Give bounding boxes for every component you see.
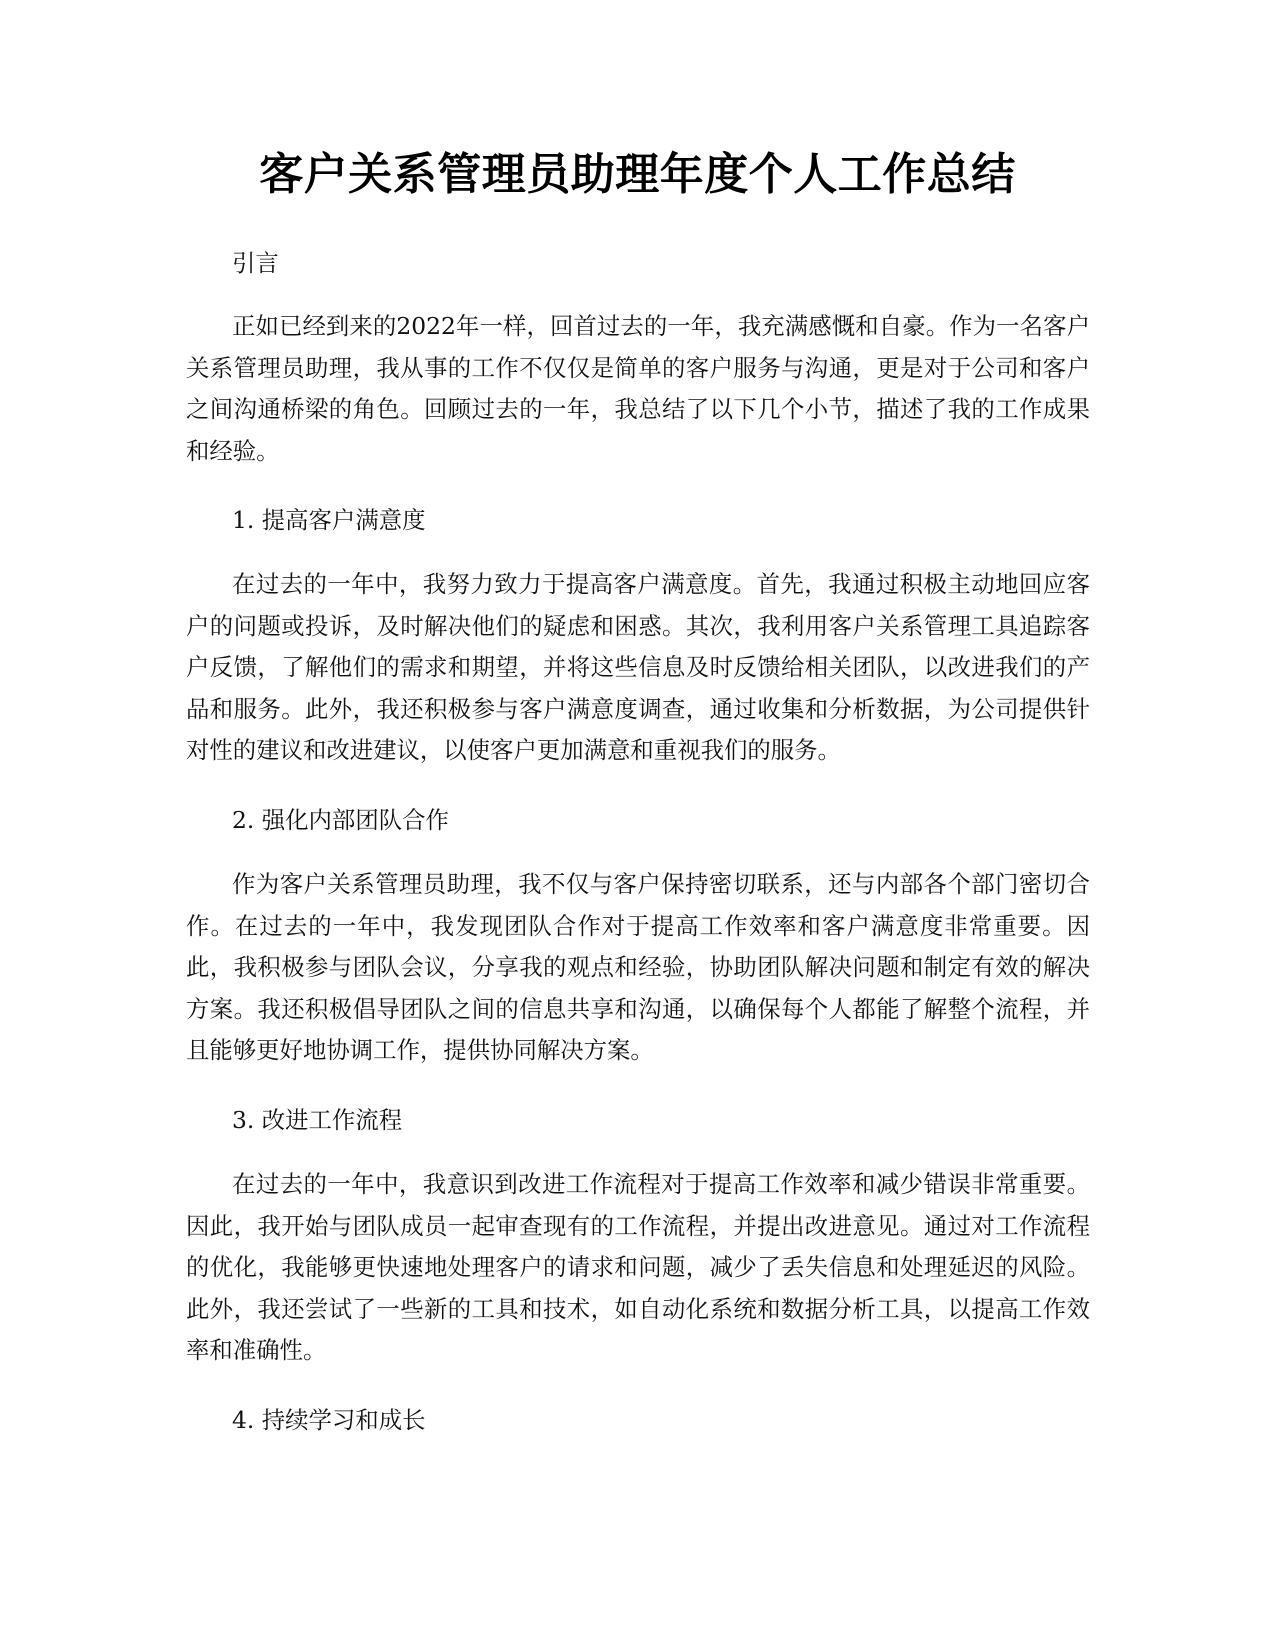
intro-heading: 引言 xyxy=(232,249,279,277)
document-title: 客户关系管理员助理年度个人工作总结 xyxy=(259,149,1016,200)
section-paragraph-2: 作为客户关系管理员助理，我不仅与客户保持密切联系，还与内部各个部门密切合作。在过去的一年中，我发现团队合作对于提高工作效率和客户满意度非常重要。因此，我积极参与团队会议，分享我的观点和经验，协助团队解决问题和制定有效的解决方案。我还积极倡导团队之间的信息共享和沟通，以确保每个人都能了解整个流程，并且能够更好地协调工作，提供协同解决方案。 xyxy=(186,870,1090,1064)
section-heading-3: 3. 改进工作流程 xyxy=(232,1106,403,1134)
section-heading-4: 4. 持续学习和成长 xyxy=(232,1406,426,1434)
section-heading-1: 1. 提高客户满意度 xyxy=(232,506,426,534)
section-heading-2: 2. 强化内部团队合作 xyxy=(232,806,449,834)
section-paragraph-3: 在过去的一年中，我意识到改进工作流程对于提高工作效率和减少错误非常重要。因此，我开始与团队成员一起审查现有的工作流程，并提出改进意见。通过对工作流程的优化，我能够更快速地处理客户的请求和问题，减少了丢失信息和处理延迟的风险。此外，我还尝试了一些新的工具和技术，如自动化系统和数据分析工具，以提高工作效率和准确性。 xyxy=(186,1170,1090,1364)
intro-paragraph: 正如已经到来的2022年一样，回首过去的一年，我充满感慨和自豪。作为一名客户关系管理员助理，我从事的工作不仅仅是简单的客户服务与沟通，更是对于公司和客户之间沟通桥梁的角色。回顾过去的一年，我总结了以下几个小节，描述了我的工作成果和经验。 xyxy=(186,312,1090,465)
section-paragraph-1: 在过去的一年中，我努力致力于提高客户满意度。首先，我通过积极主动地回应客户的问题或投诉，及时解决他们的疑虑和困惑。其次，我利用客户关系管理工具追踪客户反馈，了解他们的需求和期望，并将这些信息及时反馈给相关团队，以改进我们的产品和服务。此外，我还积极参与客户满意度调查，通过收集和分析数据，为公司提供针对性的建议和改进建议，以使客户更加满意和重视我们的服务。 xyxy=(186,570,1090,764)
